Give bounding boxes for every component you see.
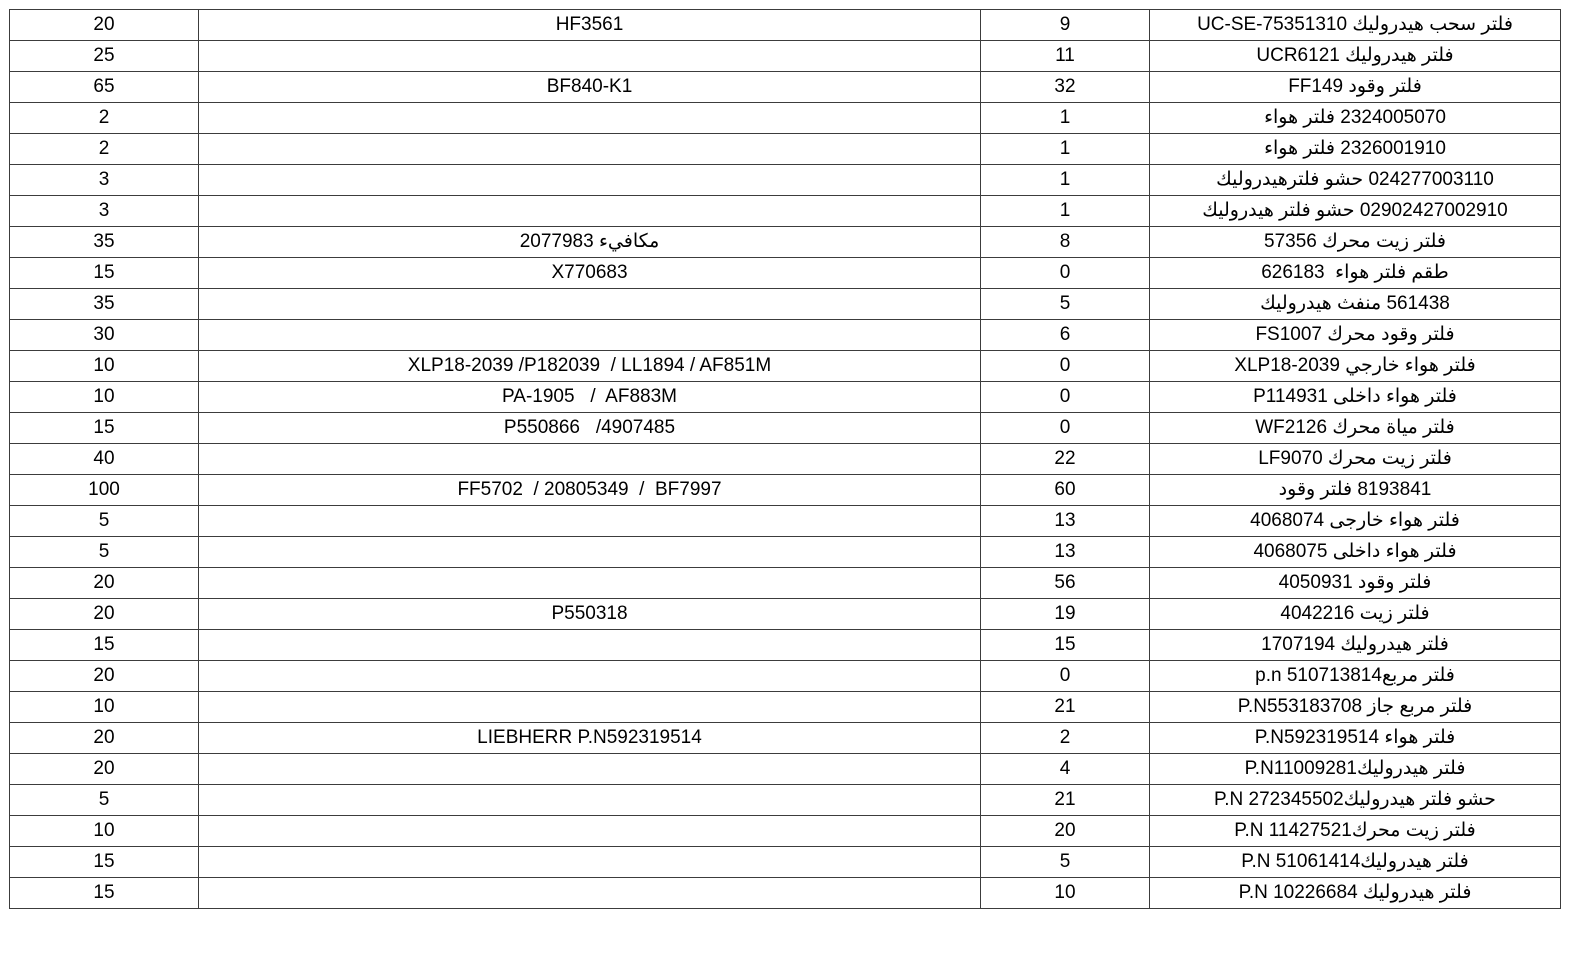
alternative-cell: PA-1905 / AF883M [199, 382, 981, 413]
alternative-cell [199, 847, 981, 878]
stock-cell: 1 [981, 103, 1150, 134]
qty-cell: 10 [10, 382, 199, 413]
qty-cell: 3 [10, 196, 199, 227]
stock-cell: 22 [981, 444, 1150, 475]
stock-cell: 0 [981, 382, 1150, 413]
qty-cell: 30 [10, 320, 199, 351]
alternative-cell [199, 785, 981, 816]
table-row [10, 723, 1561, 754]
qty-cell: 15 [10, 258, 199, 289]
description-cell: 2326001910 فلتر هواء [1150, 134, 1561, 165]
description-cell: فلتر مربع جاز P.N553183708 [1150, 692, 1561, 723]
qty-cell: 5 [10, 506, 199, 537]
description-cell: فلتر هواء داخلى 4068075 [1150, 537, 1561, 568]
description-cell: 8193841 فلتر وقود [1150, 475, 1561, 506]
table-row [10, 382, 1561, 413]
alternative-cell: FF5702 / 20805349 / BF7997 [199, 475, 981, 506]
description-cell: فلتر سحب هيدروليك UC-SE-75351310 [1150, 10, 1561, 41]
table-row [10, 847, 1561, 878]
qty-cell: 10 [10, 816, 199, 847]
table-row [10, 165, 1561, 196]
table-row [10, 568, 1561, 599]
table-row [10, 506, 1561, 537]
table-row [10, 289, 1561, 320]
qty-cell: 65 [10, 72, 199, 103]
description-cell: فلتر زيت محرك 57356 [1150, 227, 1561, 258]
description-cell: فلتر زيت 4042216 [1150, 599, 1561, 630]
qty-cell: 20 [10, 723, 199, 754]
table-row [10, 413, 1561, 444]
qty-cell: 20 [10, 568, 199, 599]
description-cell: فلتر هيدروليكP.N11009281 [1150, 754, 1561, 785]
alternative-cell [199, 568, 981, 599]
alternative-cell: HF3561 [199, 10, 981, 41]
alternative-cell [199, 196, 981, 227]
stock-cell: 5 [981, 289, 1150, 320]
alternative-cell [199, 103, 981, 134]
qty-cell: 20 [10, 754, 199, 785]
stock-cell: 1 [981, 165, 1150, 196]
table-row [10, 72, 1561, 103]
table-row [10, 351, 1561, 382]
alternative-cell: XLP18-2039 /P182039 / LL1894 / AF851M [199, 351, 981, 382]
description-cell: فلتر وقود محرك FS1007 [1150, 320, 1561, 351]
qty-cell: 5 [10, 785, 199, 816]
table-row [10, 630, 1561, 661]
alternative-cell [199, 444, 981, 475]
description-cell: فلتر زيت محرك LF9070 [1150, 444, 1561, 475]
description-cell: فلتر هواء خارجى 4068074 [1150, 506, 1561, 537]
qty-cell: 25 [10, 41, 199, 72]
qty-cell: 3 [10, 165, 199, 196]
description-cell: 561438 منفث هيدروليك [1150, 289, 1561, 320]
table-row [10, 134, 1561, 165]
qty-cell: 35 [10, 227, 199, 258]
alternative-cell [199, 661, 981, 692]
stock-cell: 15 [981, 630, 1150, 661]
alternative-cell [199, 165, 981, 196]
stock-cell: 20 [981, 816, 1150, 847]
stock-cell: 1 [981, 196, 1150, 227]
stock-cell: 10 [981, 878, 1150, 909]
qty-cell: 15 [10, 630, 199, 661]
alternative-cell [199, 289, 981, 320]
description-cell: فلتر زيت محركP.N 11427521 [1150, 816, 1561, 847]
table-row [10, 444, 1561, 475]
description-cell: فلتر هيدروليك P.N 10226684 [1150, 878, 1561, 909]
qty-cell: 40 [10, 444, 199, 475]
table-row [10, 785, 1561, 816]
alternative-cell [199, 878, 981, 909]
description-cell: فلتر وقود 4050931 [1150, 568, 1561, 599]
alternative-cell [199, 630, 981, 661]
description-cell: فلتر هيدروليك UCR6121 [1150, 41, 1561, 72]
description-cell: حشو فلتر هيدروليكP.N 272345502 [1150, 785, 1561, 816]
table-row [10, 196, 1561, 227]
qty-cell: 10 [10, 692, 199, 723]
table-row [10, 537, 1561, 568]
description-cell: فلتر وقود FF149 [1150, 72, 1561, 103]
table-row [10, 816, 1561, 847]
qty-cell: 100 [10, 475, 199, 506]
description-cell: طقم فلتر هواء 626183 [1150, 258, 1561, 289]
stock-cell: 8 [981, 227, 1150, 258]
table-row [10, 10, 1561, 41]
description-cell: 02902427002910 حشو فلتر هيدروليك [1150, 196, 1561, 227]
alternative-cell [199, 537, 981, 568]
description-cell: 024277003110 حشو فلترهيدروليك [1150, 165, 1561, 196]
stock-cell: 19 [981, 599, 1150, 630]
table-row [10, 661, 1561, 692]
stock-cell: 0 [981, 661, 1150, 692]
stock-cell: 11 [981, 41, 1150, 72]
table-row [10, 599, 1561, 630]
stock-cell: 0 [981, 413, 1150, 444]
qty-cell: 15 [10, 847, 199, 878]
stock-cell: 0 [981, 258, 1150, 289]
stock-cell: 9 [981, 10, 1150, 41]
alternative-cell [199, 754, 981, 785]
qty-cell: 20 [10, 661, 199, 692]
stock-cell: 56 [981, 568, 1150, 599]
alternative-cell: P550318 [199, 599, 981, 630]
table-row [10, 103, 1561, 134]
stock-cell: 4 [981, 754, 1150, 785]
alternative-cell: P550866 /4907485 [199, 413, 981, 444]
alternative-cell [199, 134, 981, 165]
filters-table [9, 9, 1561, 909]
alternative-cell: X770683 [199, 258, 981, 289]
stock-cell: 60 [981, 475, 1150, 506]
stock-cell: 32 [981, 72, 1150, 103]
table-row [10, 320, 1561, 351]
qty-cell: 15 [10, 878, 199, 909]
qty-cell: 2 [10, 103, 199, 134]
alternative-cell [199, 692, 981, 723]
alternative-cell [199, 506, 981, 537]
table-row [10, 878, 1561, 909]
alternative-cell [199, 41, 981, 72]
description-cell: 2324005070 فلتر هواء [1150, 103, 1561, 134]
stock-cell: 13 [981, 537, 1150, 568]
description-cell: فلتر هيدروليك 1707194 [1150, 630, 1561, 661]
alternative-cell [199, 816, 981, 847]
stock-cell: 2 [981, 723, 1150, 754]
table-row [10, 258, 1561, 289]
stock-cell: 6 [981, 320, 1150, 351]
description-cell: فلتر مربع510713814 p.n [1150, 661, 1561, 692]
stock-cell: 1 [981, 134, 1150, 165]
table-row [10, 754, 1561, 785]
alternative-cell: مكافيء 2077983 [199, 227, 981, 258]
description-cell: فلتر هواء P.N592319514 [1150, 723, 1561, 754]
qty-cell: 35 [10, 289, 199, 320]
alternative-cell: BF840-K1 [199, 72, 981, 103]
table-row [10, 475, 1561, 506]
description-cell: فلتر مياة محرك WF2126 [1150, 413, 1561, 444]
stock-cell: 13 [981, 506, 1150, 537]
description-cell: فلتر هيدروليكP.N 51061414 [1150, 847, 1561, 878]
description-cell: فلتر هواء داخلى P114931 [1150, 382, 1561, 413]
stock-cell: 21 [981, 692, 1150, 723]
alternative-cell [199, 320, 981, 351]
qty-cell: 15 [10, 413, 199, 444]
alternative-cell: LIEBHERR P.N592319514 [199, 723, 981, 754]
stock-cell: 0 [981, 351, 1150, 382]
qty-cell: 20 [10, 10, 199, 41]
table-row [10, 692, 1561, 723]
qty-cell: 2 [10, 134, 199, 165]
stock-cell: 5 [981, 847, 1150, 878]
filters-table-body [10, 10, 1561, 909]
qty-cell: 5 [10, 537, 199, 568]
qty-cell: 20 [10, 599, 199, 630]
description-cell: فلتر هواء خارجي XLP18-2039 [1150, 351, 1561, 382]
table-row [10, 41, 1561, 72]
qty-cell: 10 [10, 351, 199, 382]
table-row [10, 227, 1561, 258]
stock-cell: 21 [981, 785, 1150, 816]
